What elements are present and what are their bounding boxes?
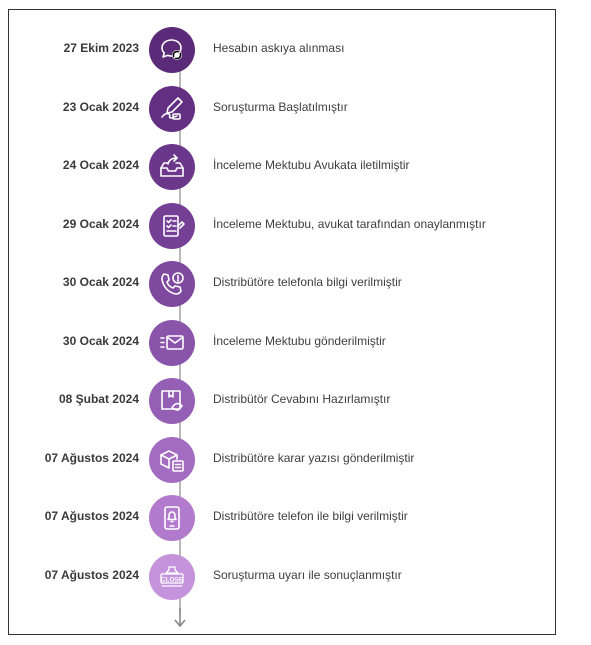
event-label: Distribütöre karar yazısı gönderilmiştir: [213, 450, 415, 465]
close-stamp-text: CLOSE: [160, 575, 184, 583]
timeline-event-7: [9, 378, 557, 424]
event-date: 24 Ocak 2024: [62, 158, 139, 172]
timeline-event-3: [9, 144, 557, 190]
event-date: 08 Şubat 2024: [58, 392, 139, 406]
timeline-event-2: [9, 86, 557, 132]
inbox-forward-icon: [158, 153, 186, 181]
close-stamp-icon-circle: [149, 554, 195, 600]
timeline-event-8: [9, 437, 557, 483]
event-date: 07 Ağustos 2024: [44, 509, 139, 523]
timeline-event-4: [9, 203, 557, 249]
event-label: Soruşturma Başlatılmıştır: [213, 99, 348, 114]
event-date: 27 Ekim 2023: [63, 41, 139, 55]
event-label: Soruşturma uyarı ile sonuçlanmıştır: [213, 567, 402, 582]
event-label: Hesabın askıya alınması: [213, 41, 345, 55]
event-label: Distribütöre telefon ile bilgi verilmiştir: [213, 509, 408, 523]
event-label: İnceleme Mektubu Avukata iletilmiştir: [213, 158, 410, 172]
timeline-event-5: [9, 261, 557, 307]
hand-writing-icon-circle: [149, 86, 195, 132]
event-date: 07 Ağustos 2024: [44, 450, 139, 465]
box-edit-icon: [158, 387, 186, 415]
phone-alert-icon: [158, 270, 186, 298]
close-stamp-icon: [158, 563, 186, 591]
phone-alert-icon-circle: [149, 261, 195, 307]
event-label: Distribütör Cevabını Hazırlamıştır: [213, 392, 391, 406]
arrow-down-icon: [172, 608, 188, 628]
smartphone-bell-icon-circle: [149, 495, 195, 541]
event-label: İnceleme Mektubu, avukat tarafından onaylanmıştır: [213, 216, 486, 231]
event-label: Distribütöre telefonla bilgi verilmiştir: [213, 275, 402, 289]
email-send-icon-circle: [149, 320, 195, 366]
timeline-event-6: [9, 320, 557, 366]
hand-writing-icon: [158, 95, 186, 123]
box-edit-icon-circle: [149, 378, 195, 424]
inbox-forward-icon-circle: [149, 144, 195, 190]
smartphone-bell-icon: [158, 504, 186, 532]
package-document-icon-circle: [149, 437, 195, 483]
timeline-event-10: [9, 554, 557, 600]
event-date: 30 Ocak 2024: [62, 275, 139, 289]
event-date: 07 Ağustos 2024: [44, 567, 139, 582]
checklist-icon: [158, 212, 186, 240]
timeline-frame: [8, 9, 556, 635]
event-date: 23 Ocak 2024: [62, 99, 139, 114]
timeline-event-9: [9, 495, 557, 541]
email-send-icon: [158, 329, 186, 357]
checklist-icon-circle: [149, 203, 195, 249]
event-date: 30 Ocak 2024: [62, 333, 139, 348]
chat-blocked-icon-circle: [149, 27, 195, 73]
event-label: İnceleme Mektubu gönderilmiştir: [213, 333, 386, 348]
timeline-event-1: [9, 27, 557, 73]
chat-blocked-icon: [158, 36, 186, 64]
package-document-icon: [158, 446, 186, 474]
event-date: 29 Ocak 2024: [62, 216, 139, 231]
